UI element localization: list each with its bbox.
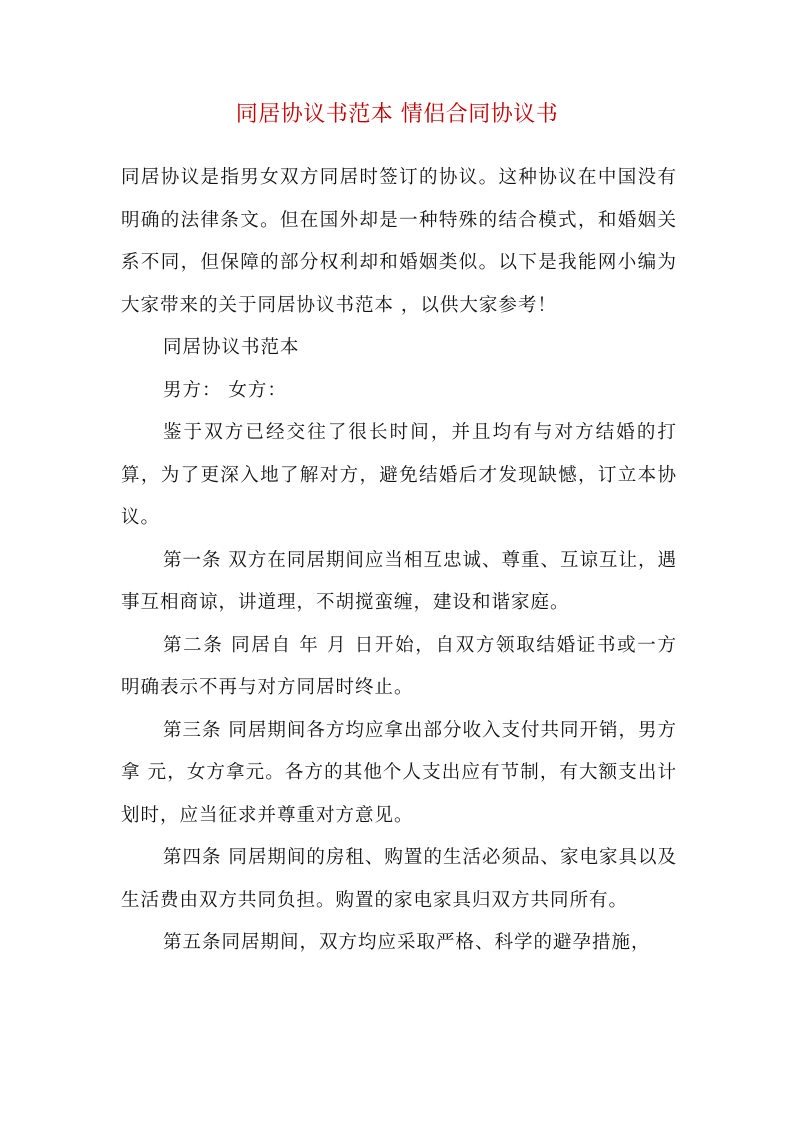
article-2: 第二条 同居自 年 月 日开始，自双方领取结婚证书或一方明确表示不再与对方同居时终止。	[121, 634, 677, 698]
document-title: 同居协议书范本 情侣合同协议书	[235, 102, 559, 127]
section-heading: 同居协议书范本	[163, 337, 300, 358]
article-1: 第一条 双方在同居期间应当相互忠诚、尊重、互谅互让，遇事互相商谅，讲道理，不胡搅蛮缠，建设和谐家庭。	[121, 549, 677, 613]
article-5: 第五条同居期间，双方均应采取严格、科学的避孕措施，	[163, 932, 651, 953]
document-body	[121, 157, 677, 965]
parties-line: 男方： 女方：	[163, 379, 287, 401]
intro-paragraph: 同居协议是指男女双方同居时签订的协议。这种协议在中国没有明确的法律条文。但在国外却是一种特殊的结合模式，和婚姻关系不同，但保障的部分权利却和婚姻类似。以下是我能网小编为大家带来的关于同居协议书范本 ，以供大家参考！	[121, 167, 677, 316]
preamble-paragraph: 鉴于双方已经交往了很长时间，并且均有与对方结婚的打算，为了更深入地了解对方，避免结婚后才发现缺憾，订立本协议。	[121, 422, 677, 528]
article-4: 第四条 同居期间的房租、购置的生活必须品、家电家具以及生活费由双方共同负担。购置的家电家具归双方共同所有。	[121, 847, 677, 911]
article-3: 第三条 同居期间各方均应拿出部分收入支付共同开销，男方拿 元，女方拿元。各方的其他个人支出应有节制，有大额支出计划时，应当征求并尊重对方意见。	[121, 719, 677, 826]
